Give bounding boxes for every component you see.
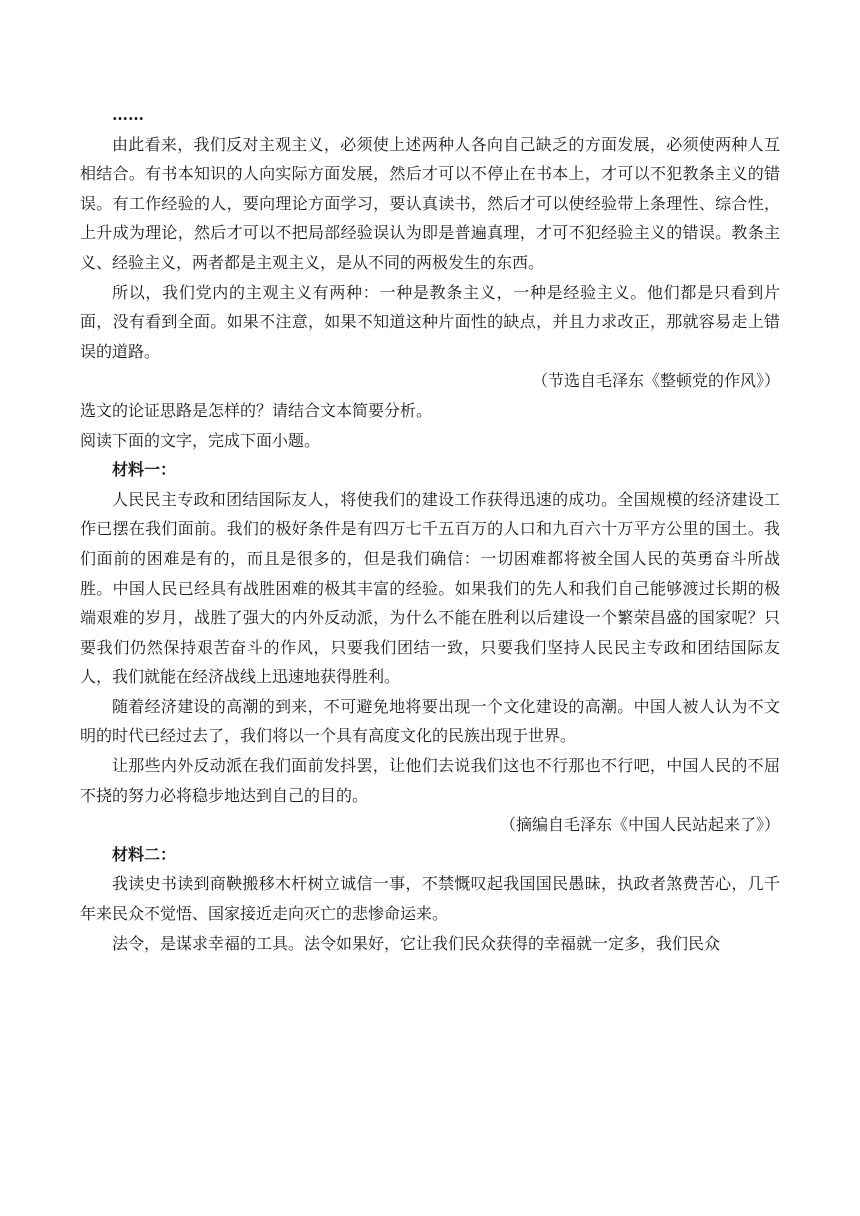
material-1-paragraph-1: 人民民主专政和团结国际友人，将使我们的建设工作获得迅速的成功。全国规模的经济建设工作已摆在我们面前。我们的极好条件是有四万七千五百万的人口和九百六十万平方公里的国土。我们面前的困难是有的，而且是很多的，但是我们确信：一切困难都将被全国人民的英勇奋斗所战胜。中国人民已经具有战胜困难的极其丰富的经验。如果我们的先人和我们自己能够渡过长期的极端艰难的岁月，战胜了强大的内外反动派，为什么不能在胜利以后建设一个繁荣昌盛的国家呢？只要我们仍然保持艰苦奋斗的作风，只要我们团结一致，只要我们坚持人民民主专政和团结国际友人，我们就能在经济战线上迅速地获得胜利。 — [80, 489, 780, 687]
material-1-paragraph-3: 让那些内外反动派在我们面前发抖罢，让他们去说我们这也不行那也不行吧，中国人民的不屈不挠的努力必将稳步地达到自己的目的。 — [80, 756, 780, 805]
paragraph-conclusion: 由此看来，我们反对主观主义，必须使上述两种人各向自己缺乏的方面发展，必须使两种人互相结合。有书本知识的人向实际方面发展，然后才可以不停止在书本上，才可以不犯教条主义的错误。有工作经验的人，要向理论方面学习，要认真读书，然后才可以使经验带上条理性、综合性，上升成为理论，然后才可以不把局部经验误认为即是普遍真理，才可不犯经验主义的错误。教条主义、经验主义，两者都是主观主义，是从不同的两极发生的东西。 — [80, 134, 780, 272]
paragraph-summary: 所以，我们党内的主观主义有两种：一种是教条主义，一种是经验主义。他们都是只看到片面，没有看到全面。如果不注意，如果不知道这种片面性的缺点，并且力求改正，那就容易走上错误的道路。 — [80, 282, 780, 361]
material-1-label: 材料一： — [112, 460, 177, 480]
material-2-label: 材料二： — [112, 844, 177, 864]
source-citation-1: （节选自毛泽东《整顿党的作风》） — [531, 371, 780, 391]
ellipsis: …… — [112, 105, 144, 124]
source-citation-2: （摘编自毛泽东《中国人民站起来了》） — [499, 815, 780, 835]
reading-instruction: 阅读下面的文字，完成下面小题。 — [80, 430, 321, 450]
material-2-paragraph-2: 法令，是谋求幸福的工具。法令如果好，它让我们民众获得的幸福就一定多，我们民众 — [112, 933, 721, 953]
document-page — [80, 100, 780, 958]
material-1-paragraph-2: 随着经济建设的高潮的到来，不可避免地将要出现一个文化建设的高潮。中国人被人认为不文明的时代已经过去了，我们将以一个具有高度文化的民族出现于世界。 — [80, 696, 780, 746]
question-text: 选文的论证思路是怎样的？请结合文本简要分析。 — [80, 400, 433, 420]
material-2-paragraph-1: 我读史书读到商鞅搬移木杆树立诚信一事，不禁慨叹起我国国民愚昧，执政者煞费苦心，几千年来民众不觉悟、国家接近走向灭亡的悲惨命运来。 — [80, 874, 780, 924]
